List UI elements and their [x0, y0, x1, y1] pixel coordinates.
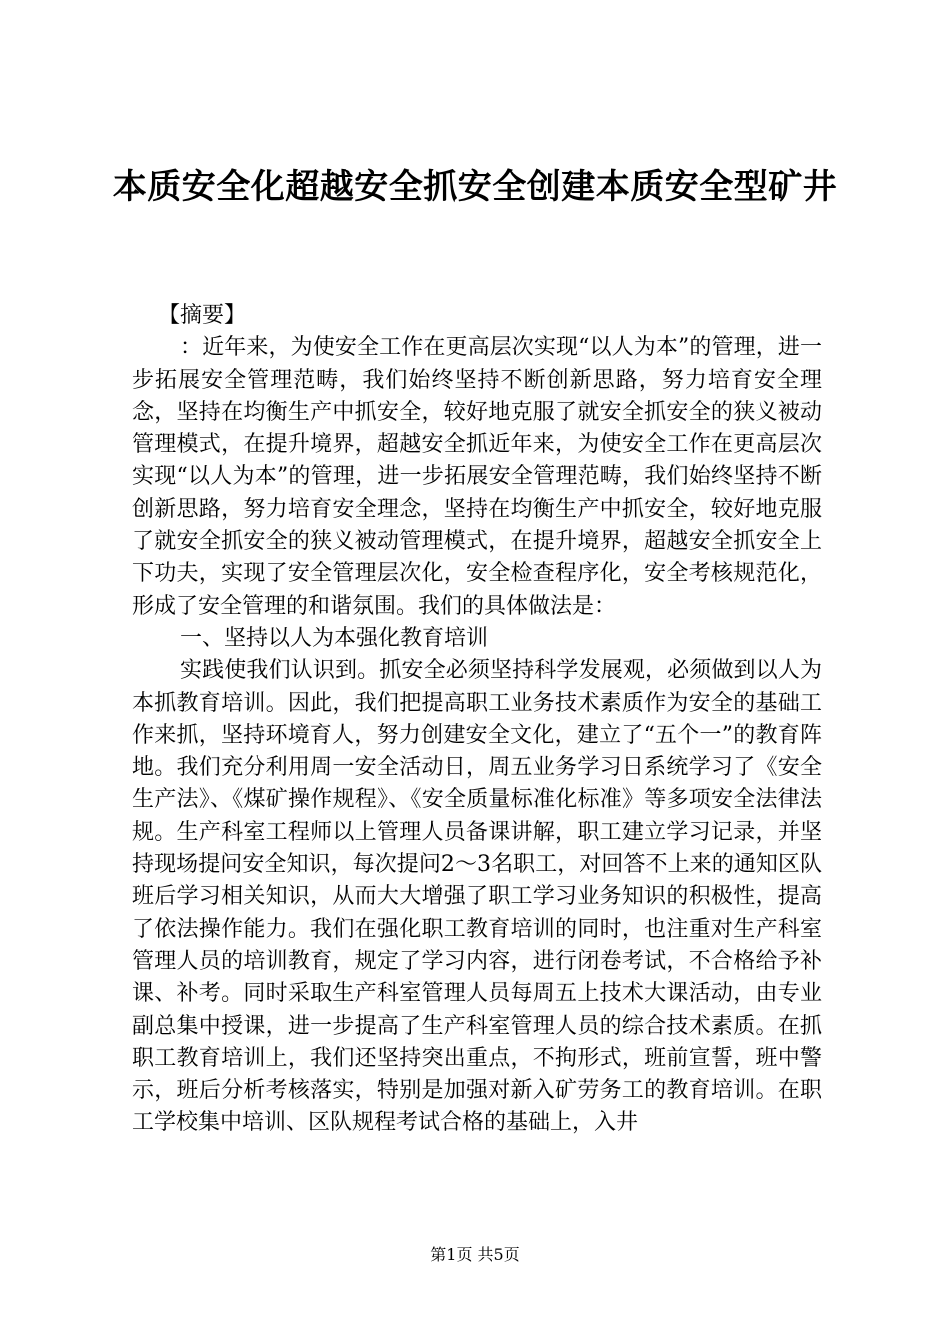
document-title: 本质安全化超越安全抓安全创建本质安全型矿井 [112, 167, 838, 207]
abstract-label: 【摘要】 [158, 303, 247, 328]
page-indicator: 第1页 共5页 [430, 1245, 520, 1264]
section-heading: 一、坚持以人为本强化教育培训 [180, 625, 489, 651]
abstract-paragraph: ：近年来，为使安全工作在更高层次实现“以人为本”的管理，进一步拓展安全管理范畴，我们始终坚持不断创新思路，努力培育安全理念，坚持在均衡生产中抓安全，较好地克服了就安全抓安全的狭义被动管理模式，在提升境界，超越安全抓近年来，为使安全工作在更高层次实现“以人为本”的管理，进一步拓展安全管理范畴，我们始终坚持不断创新思路，努力培育安全理念，坚持在均衡生产中抓安全，较好地克服了就安全抓安全的狭义被动管理模式，在提升境界，超越安全抓安全上下功夫，实现了安全管理层次化，安全检查程序化，安全考核规范化，形成了安全管理的和谐氛围。我们的具体做法是： [132, 335, 822, 619]
page-footer [0, 1245, 950, 1265]
body-paragraph: 实践使我们认识到。抓安全必须坚持科学发展观，必须做到以人为本抓教育培训。因此，我们把提高职工业务技术素质作为安全的基础工作来抓，坚持环境育人，努力创建安全文化，建立了“五个一”的教育阵地。我们充分利用周一安全活动日，周五业务学习日系统学习了《安全生产法》、《煤矿操作规程》、《安全质量标准化标准》等多项安全法律法规。生产科室工程师以上管理人员备课讲解，职工建立学习记录，并坚持现场提问安全知识，每次提问2～3名职工，对回答不上来的通知区队班后学习相关知识，从而大大增强了职工学习业务知识的积极性，提高了依法操作能力。我们在强化职工教育培训的同时，也注重对生产科室管理人员的培训教育，规定了学习内容，进行闭卷考试，不合格给予补课、补考。同时采取生产科室管理人员每周五上技术大课活动，由专业副总集中授课，进一步提高了生产科室管理人员的综合技术素质。在抓职工教育培训上，我们还坚持突出重点，不拘形式，班前宣誓，班中警示，班后分析考核落实，特别是加强对新入矿劳务工的教育培训。在职工学校集中培训、区队规程考试合格的基础上，入井 [132, 658, 822, 1136]
document-body [132, 300, 822, 1140]
